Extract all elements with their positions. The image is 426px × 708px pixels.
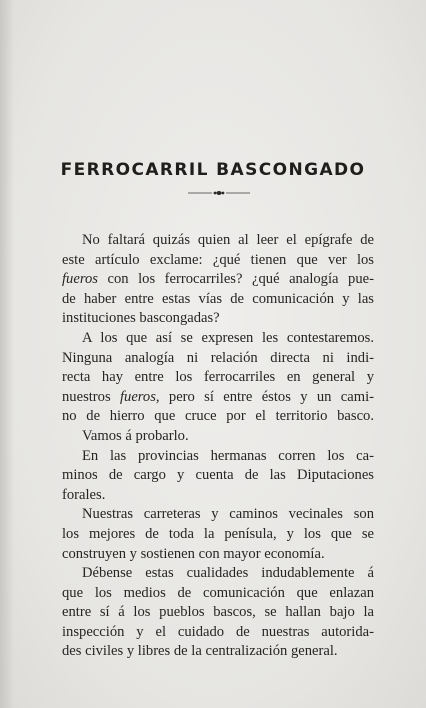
text-line: minos de cargo y cuenta de las Diputaciones [62,467,374,484]
text-line: Vamos á probarlo. [82,427,189,444]
text-line: de haber entre estas vías de comunicación y las [62,290,374,307]
text-line: que los medios de comunicación que enlazan [62,584,374,601]
text-line: no de hierro que cruce por el territorio basco. [62,408,374,425]
text-line: este artículo exclame: ¿qué tienen que ver los [62,251,374,268]
text-line: inspección y el cuidado de nuestras autorida- [62,623,374,640]
text-line: En las provincias hermanas corren los ca- [82,447,374,464]
text-line: instituciones bascongadas? [62,310,220,327]
text-line: recta hay entre los ferrocarriles en general y [62,369,374,386]
text-line: los mejores de toda la penísula, y los que se [62,525,374,542]
text-line: nuestros fueros, pero sí entre éstos y un cami- [62,388,374,405]
text-line: Nuestras carreteras y caminos vecinales son [82,506,374,523]
emphasis-text: fueros [62,271,98,288]
text-line: No faltará quizás quien al leer el epígrafe de [82,232,374,248]
text-line: A los que así se expresen les contestaremos. [82,329,374,346]
page-gutter-shadow [0,0,14,708]
text-line: construyen y sostienen con mayor economía. [62,545,325,562]
text-line: des civiles y libres de la centralización general. [62,643,338,660]
text-line: entre sí á los pueblos bascos, se hallan bajo la [62,604,374,621]
fleuron-divider-icon [188,188,250,198]
article-title: FERROCARRIL BASCONGADO [60,160,366,180]
text-line: Ninguna analogía ni relación directa ni indi- [62,349,374,366]
emphasis-text: fueros [119,388,156,405]
article-body [62,231,374,662]
text-line: fueros con los ferrocarriles? ¿qué analogía pue- [62,271,374,288]
text-line: forales. [62,486,106,503]
text-line: Débense estas cualidades indudablemente á [82,565,374,582]
